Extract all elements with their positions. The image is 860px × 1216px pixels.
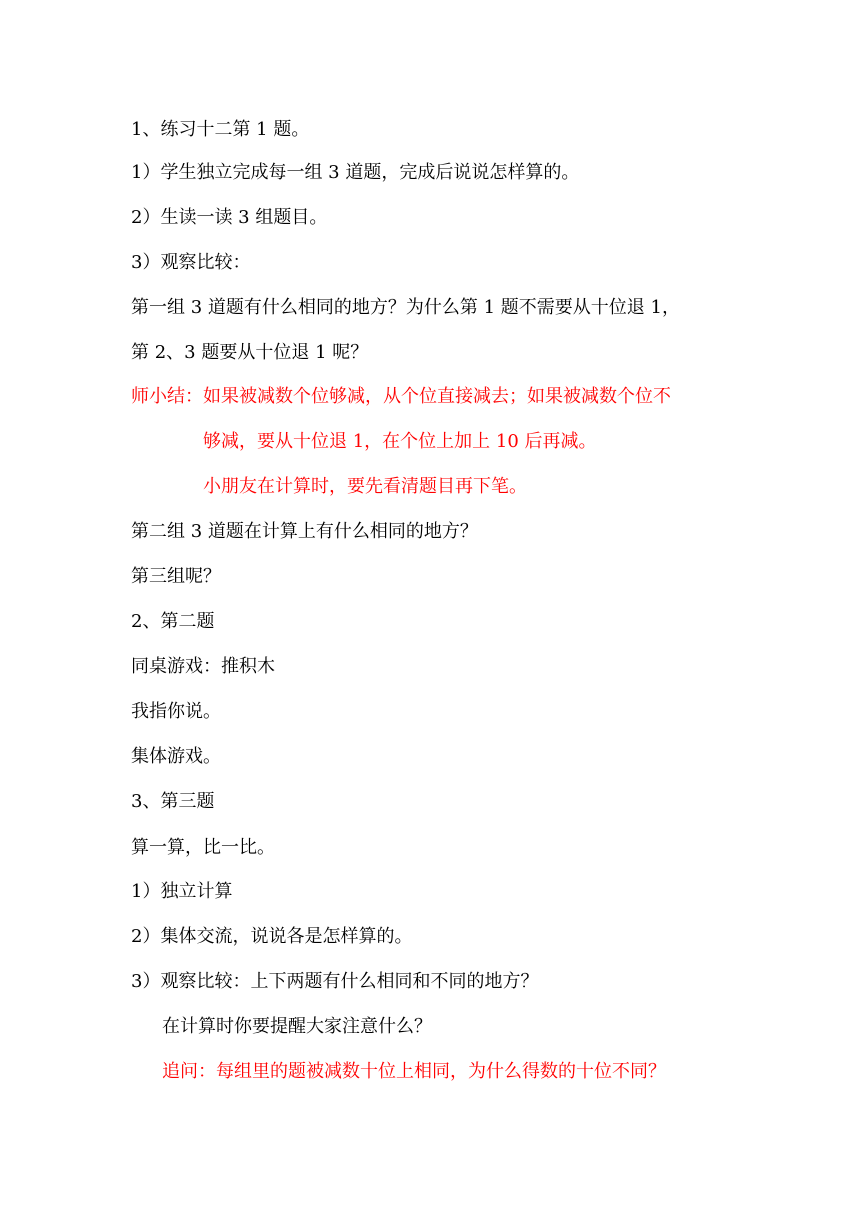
step-2-share: 2）集体交流，说说各是怎样算的。 xyxy=(131,926,413,947)
question-group-1-a: 第一组 3 道题有什么相同的地方？为什么第 1 题不需要从十位退 1， xyxy=(131,297,680,318)
teacher-summary-line-2: 够减，要从十位退 1，在个位上加上 10 后再减。 xyxy=(203,431,597,452)
question-group-1-b: 第 2、3 题要从十位退 1 呢？ xyxy=(131,342,369,363)
question-group-3: 第三组呢？ xyxy=(131,566,221,587)
question-group-2: 第二组 3 道题在计算上有什么相同的地方？ xyxy=(131,521,478,542)
reminder-question: 在计算时你要提醒大家注意什么？ xyxy=(162,1016,432,1037)
group-game: 集体游戏。 xyxy=(131,746,221,767)
follow-up-question: 追问：每组里的题被减数十位上相同，为什么得数的十位不同？ xyxy=(162,1061,666,1082)
heading-exercise-1: 1、练习十二第 1 题。 xyxy=(131,119,310,140)
heading-exercise-3: 3、第三题 xyxy=(131,791,215,812)
step-1-independent: 1）学生独立完成每一组 3 道题，完成后说说怎样算的。 xyxy=(131,162,580,183)
heading-exercise-2: 2、第二题 xyxy=(131,611,215,632)
deskmate-game: 同桌游戏：推积木 xyxy=(131,656,275,677)
calculate-compare: 算一算，比一比。 xyxy=(131,837,275,858)
step-1-calc: 1）独立计算 xyxy=(131,881,233,902)
step-2-read: 2）生读一读 3 组题目。 xyxy=(131,207,328,228)
point-and-say: 我指你说。 xyxy=(131,701,221,722)
teacher-summary-line-3: 小朋友在计算时，要先看清题目再下笔。 xyxy=(203,476,527,497)
step-3-compare: 3）观察比较： xyxy=(131,252,251,273)
step-3-observe: 3）观察比较：上下两题有什么相同和不同的地方？ xyxy=(131,971,539,992)
teacher-summary-line-1: 师小结：如果被减数个位够减，从个位直接减去；如果被减数个位不 xyxy=(131,386,671,407)
